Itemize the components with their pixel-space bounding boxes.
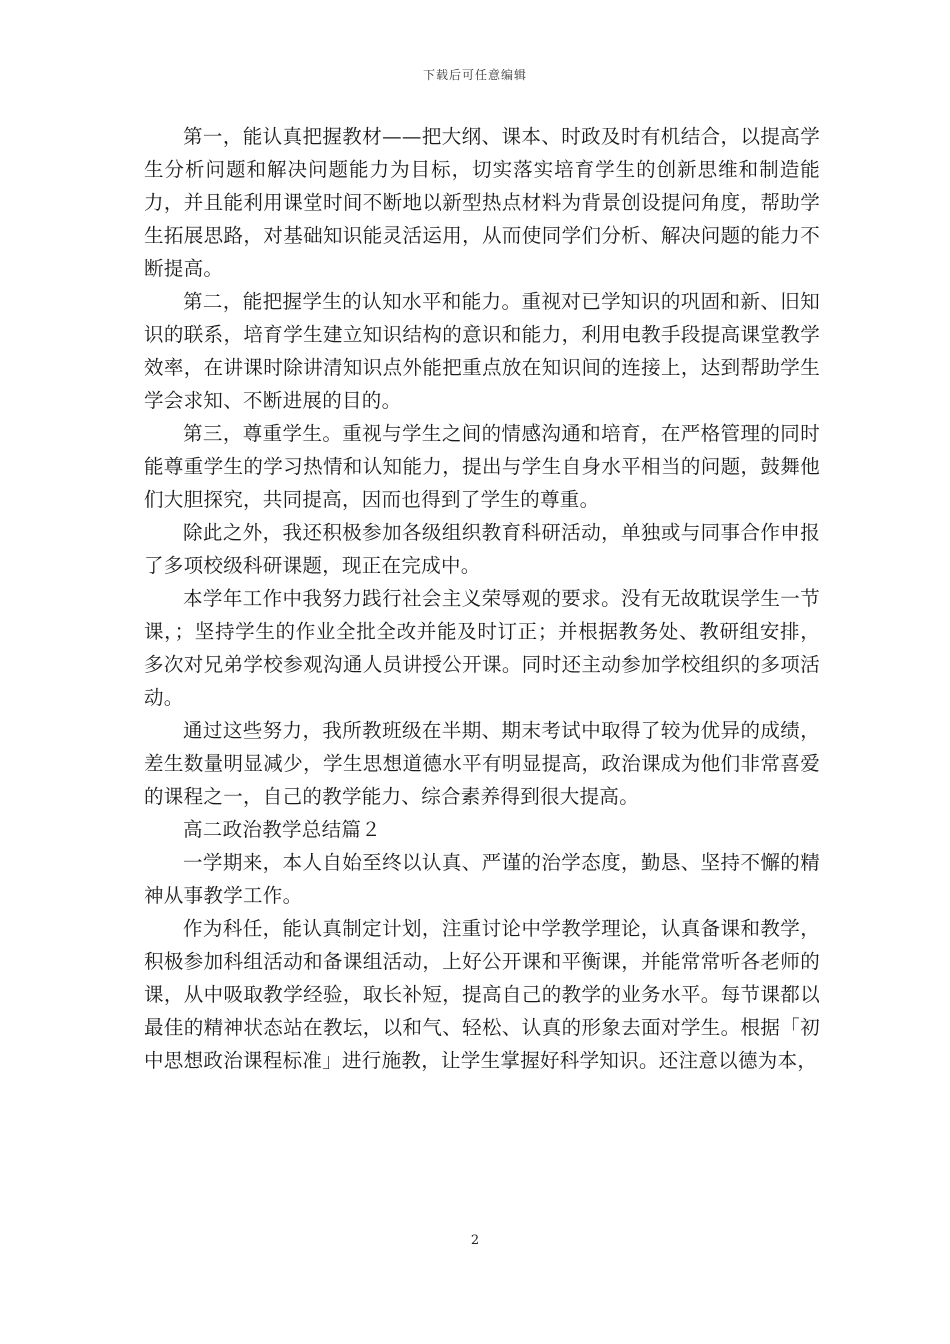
page-header: 下载后可任意编辑 [422, 68, 527, 82]
paragraph-7: 一学期来，本人自始至终以认真、严谨的治学态度，勤恳、坚持不懈的精神从事教学工作。 [144, 851, 820, 907]
page-number: 2 [470, 1233, 480, 1248]
paragraph-1: 第一，能认真把握教材——把大纲、课本、时政及时有机结合，以提高学生分析问题和解决问题能力为目标，切实落实培育学生的创新思维和制造能力，并且能利用课堂时间不断地以新型热点材料为背景创设提问角度，帮助学生拓展思路，对基础知识能灵活运用，从而使同学们分析、解决问题的能力不断提高。 [144, 125, 820, 280]
paragraph-8: 作为科任，能认真制定计划，注重讨论中学教学理论，认真备课和教学，积极参加科组活动和备课组活动，上好公开课和平衡课，并能常常听各老师的课，从中吸取教学经验，取长补短，提高自己的教学的业务水平。每节课都以最佳的精神状态站在教坛，以和气、轻松、认真的形象去面对学生。根据「初中思想政治课程标准」进行施教，让学生掌握好科学知识。还注意以德为本， [144, 917, 820, 1072]
document-body [144, 120, 820, 1077]
paragraph-3: 第三，尊重学生。重视与学生之间的情感沟通和培育，在严格管理的同时能尊重学生的学习热情和认知能力，提出与学生自身水平相当的问题，鼓舞他们大胆探究，共同提高，因而也得到了学生的尊重。 [144, 422, 820, 511]
paragraph-5: 本学年工作中我努力践行社会主义荣辱观的要求。没有无故耽误学生一节课，；坚持学生的作业全批全改并能及时订正；并根据教务处、教研组安排，多次对兄弟学校参观沟通人员讲授公开课。同时还主动参加学校组织的多项活动。 [144, 587, 820, 709]
paragraph-6: 通过这些努力，我所教班级在半期、期末考试中取得了较为优异的成绩，差生数量明显减少，学生思想道德水平有明显提高，政治课成为他们非常喜爱的课程之一，自己的教学能力、综合素养得到很大提高。 [144, 719, 820, 808]
paragraph-2: 第二，能把握学生的认知水平和能力。重视对已学知识的巩固和新、旧知识的联系，培育学生建立知识结构的意识和能力，利用电教手段提高课堂教学效率，在讲课时除讲清知识点外能把重点放在知识间的连接上，达到帮助学生学会求知、不断进展的目的。 [144, 290, 820, 412]
section-heading: 高二政治教学总结篇２ [183, 818, 382, 841]
paragraph-4: 除此之外，我还积极参加各级组织教育科研活动，单独或与同事合作申报了多项校级科研课题，现正在完成中。 [144, 521, 820, 577]
